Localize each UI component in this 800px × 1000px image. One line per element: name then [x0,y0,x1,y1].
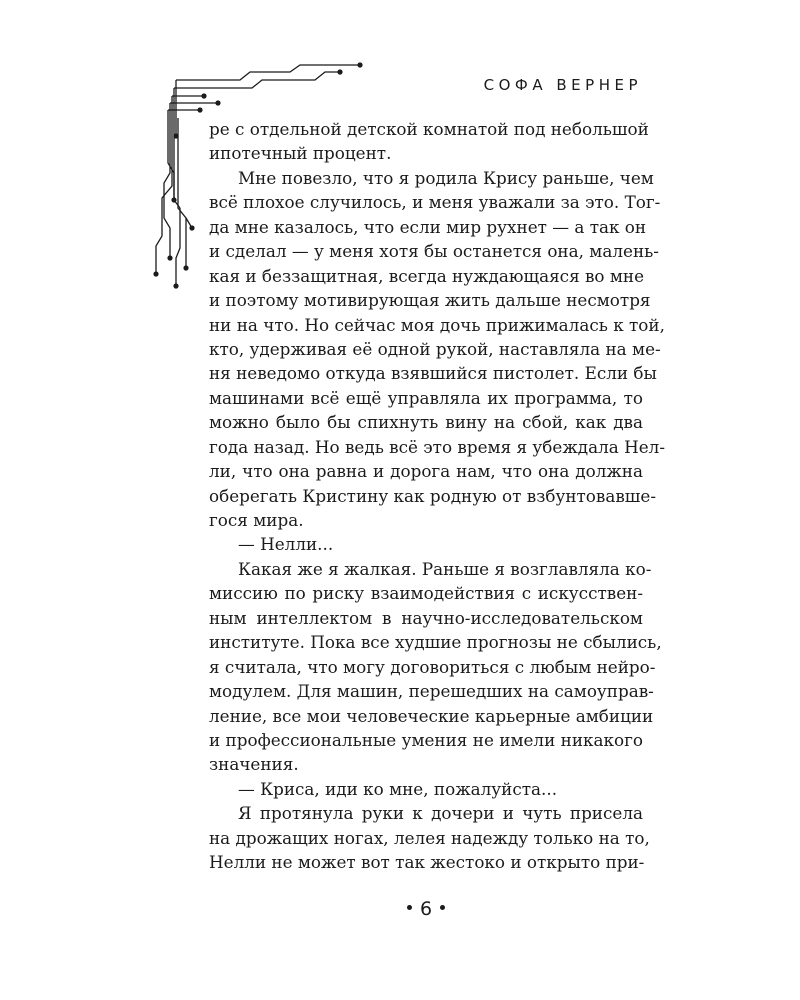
text-line: значения. [209,754,299,775]
text-line: кто, удерживая её одной рукой, наставляла на ме- [209,338,661,359]
dialogue-line: — Нелли... [238,534,334,555]
text-line: Какая же я жалкая. Раньше я возглавляла ко- [238,558,652,579]
text-line: институте. Пока все худшие прогнозы не сбылись, [209,632,662,653]
text-line: машинами всё ещё управляла их программа, то [209,387,643,408]
text-line: да мне казалось, что если мир рухнет — а так он [209,216,647,237]
text-line: года назад. Но ведь всё это время я убеждала Нел- [209,436,665,457]
text-line: Я протянула руки к дочери и чуть присела [238,803,643,824]
text-line: и профессиональные умения не имели никакого [209,729,643,750]
text-line: Нелли не может вот так жестоко и открыто при- [209,852,645,873]
bullet-icon [440,905,445,910]
text-line: гося мира. [209,510,304,530]
text-line: на дрожащих ногах, лелея надежду только на то, [209,827,650,848]
page-number-value: 6 [419,898,433,920]
text-line: ипотечный процент. [209,143,392,164]
text-line: ли, что она равна и дорога нам, что она должна [209,461,643,482]
text-line: кая и беззащитная, всегда нуждающаяся во мне [209,265,645,286]
text-line: можно было бы спихнуть вину на сбой, как два [209,412,643,433]
text-line: оберегать Кристину как родную от взбунтовавше- [209,485,657,506]
text-line: ным интеллектом в научно-исследовательском [209,607,643,628]
running-head: СОФА ВЕРНЕР [483,76,642,94]
dialogue-line: — Криса, иди ко мне, пожалуйста... [238,778,558,799]
body-text [209,117,665,875]
text-line: и сделал — у меня хотя бы останется она, малень- [209,241,659,262]
text-line: ни на что. Но сейчас моя дочь прижималась к той, [209,314,665,335]
text-line: миссию по риску взаимодействия с искусствен- [209,583,643,604]
text-line: и поэтому мотивирующая жить дальше несмотря [209,290,651,311]
page-number [0,898,800,920]
bullet-icon [407,905,412,910]
text-line: Мне повезло, что я родила Крису раньше, чем [238,167,654,188]
text-line: всё плохое случилось, и меня уважали за это. Тог- [209,192,661,213]
text-line: модулем. Для машин, перешедших на самоуправ- [209,681,654,702]
text-line: ление, все мои человеческие карьерные амбиции [209,705,654,726]
text-line: я считала, что могу договориться с любым нейро- [209,656,656,677]
text-line: ня неведомо откуда взявшийся пистолет. Если бы [209,363,657,384]
text-line: ре с отдельной детской комнатой под небольшой [209,119,649,139]
